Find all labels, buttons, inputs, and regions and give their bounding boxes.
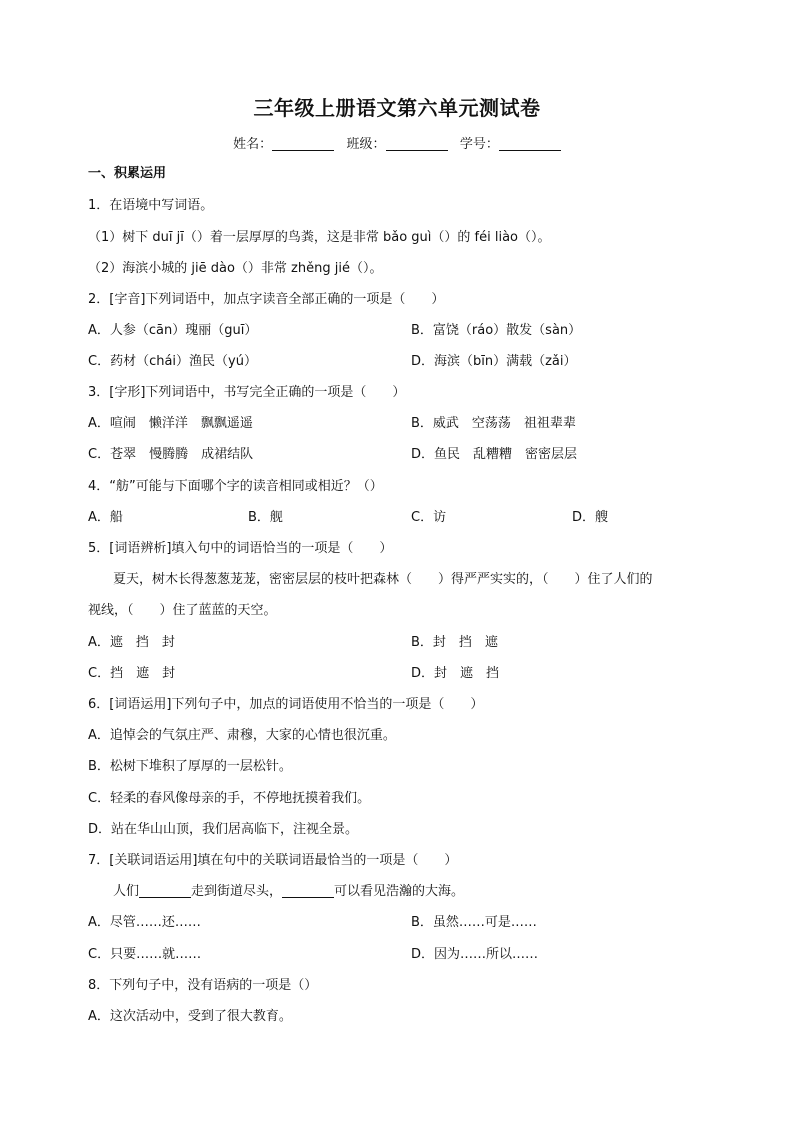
question-1-sub-2: （2）海滨小城的 jiē dào（）非常 zhěng jié（）。 [88, 261, 383, 276]
section-heading: 一、积累运用 [88, 166, 167, 181]
question-2-stem: 2．[字音]下列词语中，加点字读音全部正确的一项是（ ） [88, 292, 445, 307]
question-2-option-b[interactable]: B．富饶（ráo）散发（sàn） [411, 323, 582, 338]
question-5-passage-line-2: 视线，（ ）住了蓝蓝的天空。 [88, 603, 277, 618]
question-7-option-b[interactable]: B．虽然……可是…… [411, 915, 537, 930]
class-label: 班级： [346, 137, 386, 152]
question-5-option-b[interactable]: B．封 挡 遮 [411, 635, 498, 650]
id-label: 学号： [459, 137, 499, 152]
question-7-sentence-end: 可以看见浩瀚的大海。 [334, 884, 465, 899]
name-blank[interactable] [272, 137, 334, 151]
question-5-option-d[interactable]: D．封 遮 挡 [411, 666, 500, 681]
question-6-stem: 6．[词语运用]下列句子中，加点的词语使用不恰当的一项是（ ） [88, 697, 484, 712]
class-blank[interactable] [386, 137, 448, 151]
page-title: 三年级上册语文第六单元测试卷 [253, 96, 541, 120]
question-8-stem: 8．下列句子中，没有语病的一项是（） [88, 978, 318, 993]
name-label: 姓名： [233, 137, 273, 152]
question-4-option-d[interactable]: D．艘 [572, 510, 609, 525]
question-2-option-c[interactable]: C．药材（chái）渔民（yú） [88, 354, 257, 369]
student-info [0, 133, 794, 152]
question-4-option-a[interactable]: A．船 [88, 510, 123, 525]
question-8-option-a[interactable]: A．这次活动中，受到了很大教育。 [88, 1009, 292, 1024]
question-1-sub-1: （1）树下 duī jī（）着一层厚厚的鸟粪，这是非常 bǎo guì（）的 féi liào（）。 [88, 230, 551, 245]
question-4-stem: 4．“舫”可能与下面哪个字的读音相同或相近？（） [88, 479, 383, 494]
question-3-option-c[interactable]: C．苍翠 慢腾腾 成裙结队 [88, 447, 254, 462]
question-3-stem: 3．[字形]下列词语中，书写完全正确的一项是（ ） [88, 385, 406, 400]
question-6-option-b[interactable]: B．松树下堆积了厚厚的一层松针。 [88, 759, 292, 774]
question-7-blank-2[interactable] [282, 884, 334, 898]
question-3-option-d[interactable]: D．鱼民 乱糟糟 密密层层 [411, 447, 578, 462]
question-4-option-c[interactable]: C．访 [411, 510, 447, 525]
question-6-option-c[interactable]: C．轻柔的春风像母亲的手，不停地抚摸着我们。 [88, 791, 371, 806]
question-5-stem: 5．[词语辨析]填入句中的词语恰当的一项是（ ） [88, 541, 393, 556]
question-6-option-a[interactable]: A．追悼会的气氛庄严、肃穆，大家的心情也很沉重。 [88, 728, 396, 743]
question-3-option-a[interactable]: A．喧闹 懒洋洋 飘飘遥遥 [88, 416, 253, 431]
question-6-option-d[interactable]: D．站在华山山顶，我们居高临下，注视全景。 [88, 822, 359, 837]
question-2-option-a[interactable]: A．人参（cān）瑰丽（guī） [88, 323, 258, 338]
question-7-option-d[interactable]: D．因为……所以…… [411, 947, 539, 962]
question-5-option-c[interactable]: C．挡 遮 封 [88, 666, 176, 681]
question-7-option-c[interactable]: C．只要……就…… [88, 947, 202, 962]
question-4-option-b[interactable]: B．舰 [248, 510, 283, 525]
question-7-stem: 7．[关联词语运用]填在句中的关联词语最恰当的一项是（ ） [88, 853, 458, 868]
question-2-option-d[interactable]: D．海滨（bīn）满载（zǎi） [411, 354, 577, 369]
question-7-option-a[interactable]: A．尽管……还…… [88, 915, 201, 930]
question-5-option-a[interactable]: A．遮 挡 封 [88, 635, 175, 650]
question-7-sentence [113, 883, 464, 901]
question-1-stem: 1．在语境中写词语。 [88, 198, 214, 213]
question-7-sentence-start: 人们 [113, 884, 140, 899]
question-7-blank-1[interactable] [139, 884, 191, 898]
question-3-option-b[interactable]: B．威武 空荡荡 祖祖辈辈 [411, 416, 576, 431]
question-7-sentence-middle: 走到街道尽头， [191, 884, 283, 899]
id-blank[interactable] [499, 137, 561, 151]
question-5-passage-line-1: 夏天，树木长得葱葱茏茏，密密层层的枝叶把森林（ ）得严严实实的，（ ）住了人们的 [113, 572, 653, 587]
